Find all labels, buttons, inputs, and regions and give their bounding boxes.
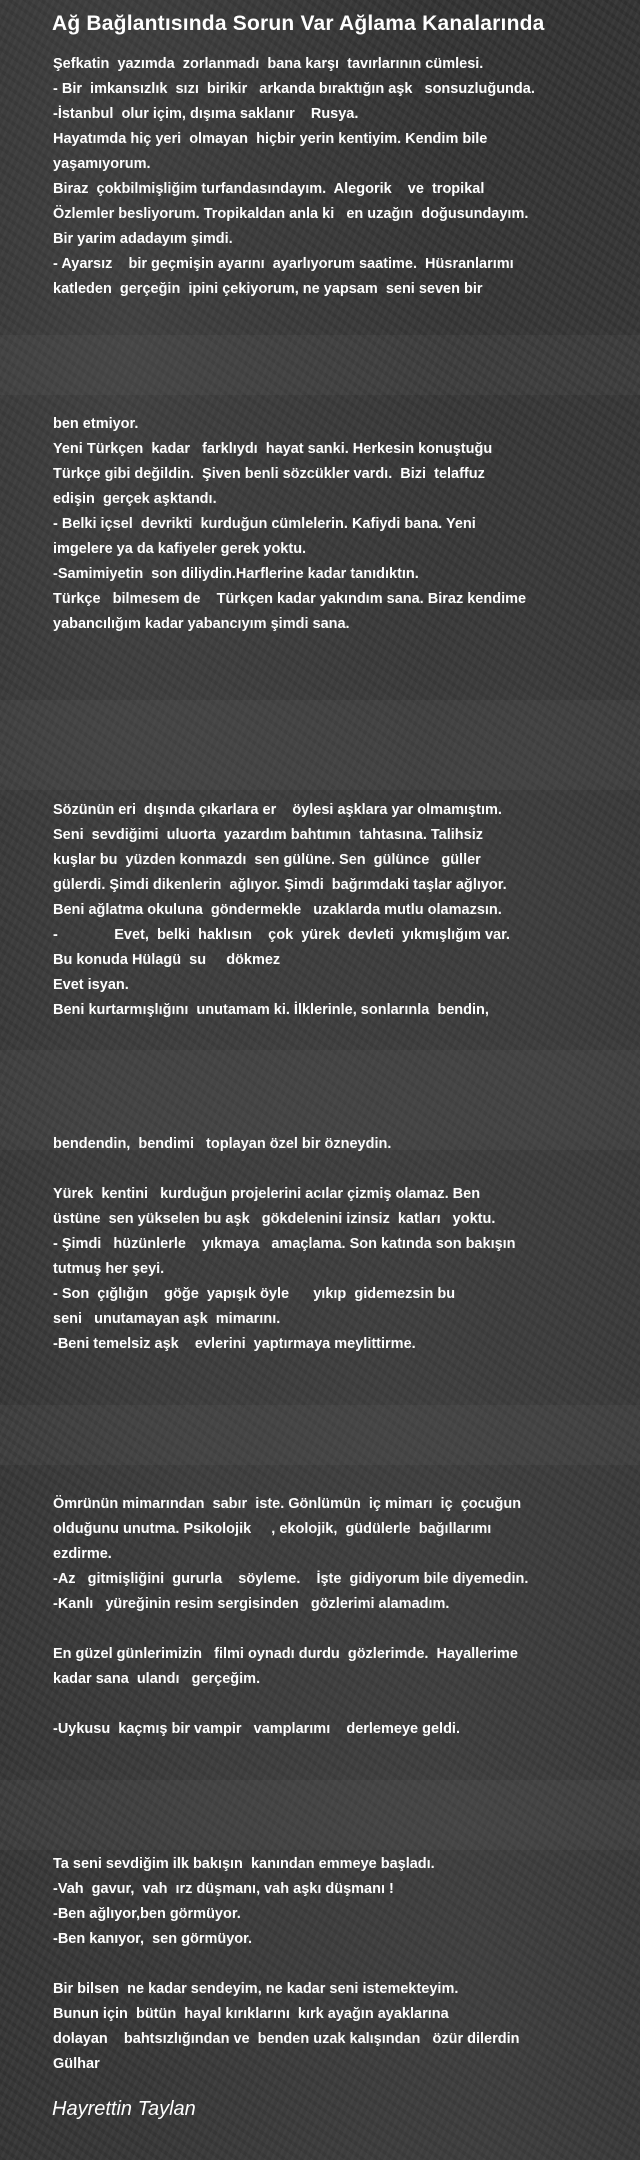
poem-line: edişin gerçek aşktandı. [53,491,217,507]
poem-line: -İstanbul olur içim, dışıma saklanır Rusya. [53,106,359,122]
poem-line: -Beni temelsiz aşk evlerini yaptırmaya meylittirme. [53,1336,416,1352]
poem-line: imgelere ya da kafiyeler gerek yoktu. [53,541,307,557]
poem-line: -Kanlı yüreğinin resim sergisinden gözlerimi alamadım. [53,1596,450,1612]
poem-line [53,1617,623,1642]
poem-line: yaşamıyorum. [53,156,151,172]
poem-line: kadar sana ulandı gerçeğim. [53,1671,261,1687]
poem-line: -Samimiyetin son diliydin.Harflerine kadar tanıdıktın. [53,566,419,582]
poem-line: Ta seni sevdiğim ilk bakışın kanından emmeye başladı. [53,1856,435,1872]
poem-line: -Vah gavur, vah ırz düşmanı, vah aşkı düşmanı ! [53,1881,394,1897]
poem-line: Yeni Türkçen kadar farklıydı hayat sanki. Herkesin konuştuğu [53,441,493,457]
poem-line: kuşlar bu yüzden konmazdı sen gülüne. Sen gülünce güller [53,852,481,868]
poem-line: -Az gitmişliğini gururla söyleme. İşte gidiyorum bile diyemedin. [53,1571,529,1587]
poem-stanza-4 [53,1132,623,1357]
section-gap [0,1780,640,1850]
poem-line: olduğunu unutma. Psikolojik , ekolojik, güdülerle bağıllarımı [53,1521,492,1537]
poem-line: ezdirme. [53,1546,112,1562]
poem-line [53,1952,623,1977]
poem-line: - Bir imkansızlık sızı birikir arkanda bıraktığın aşk sonsuzluğunda. [53,81,535,97]
author-signature: Hayrettin Taylan [52,2098,196,2120]
poem-line: Özlemler besliyorum. Tropikaldan anla ki en uzağın doğusundayım. [53,206,529,222]
poem-line: Şefkatin yazımda zorlanmadı bana karşı tavırlarının cümlesi. [53,56,484,72]
section-gap [0,335,640,395]
poem-line: - Ayarsız bir geçmişin ayarını ayarlıyorum saatime. Hüsranlarımı [53,256,514,272]
poem-line: Seni sevdiğimi uluorta yazardım bahtımın tahtasına. Talihsiz [53,827,483,843]
poem-line: - Evet, belki haklısın çok yürek devleti yıkmışlığım var. [53,927,510,943]
poem-stanza-5 [53,1492,623,1742]
poem-stanza-2 [53,412,623,637]
poem-line: tutmuş her şeyi. [53,1261,165,1277]
poem-line: Beni ağlatma okuluna göndermekle uzaklarda mutlu olamazsın. [53,902,502,918]
poem-line: Türkçe bilmesem de Türkçen kadar yakındım sana. Biraz kendime [53,591,527,607]
poem-line: Bir bilsen ne kadar sendeyim, ne kadar seni istemekteyim. [53,1981,459,1997]
poem-line: ben etmiyor. [53,416,139,432]
poem-line: bendendin, bendimi toplayan özel bir özneydin. [53,1136,392,1152]
poem-line [53,1157,623,1182]
poem-title: Ağ Bağlantısında Sorun Var Ağlama Kanalarında [52,12,545,35]
poem-line: Biraz çokbilmişliğim turfandasındayım. Alegorik ve tropikal [53,181,485,197]
poem-line: Beni kurtarmışlığını unutamam ki. İlklerinle, sonlarınla bendin, [53,1002,489,1018]
poem-line: - Belki içsel devrikti kurduğun cümlelerin. Kafiydi bana. Yeni [53,516,476,532]
poem-line: gülerdi. Şimdi dikenlerin ağlıyor. Şimdi bağrımdaki taşlar ağlıyor. [53,877,507,893]
section-gap [0,1405,640,1465]
poem-line: Yürek kentini kurduğun projelerini acılar çizmiş olamaz. Ben [53,1186,481,1202]
poem-line: Gülhar [53,2056,100,2072]
poem-line: Hayatımda hiç yeri olmayan hiçbir yerin kentiyim. Kendim bile [53,131,488,147]
poem-line: yabancılığım kadar yabancıyım şimdi sana. [53,616,350,632]
poem-line: En güzel günlerimizin filmi oynadı durdu gözlerimde. Hayallerime [53,1646,518,1662]
poem-line: Sözünün eri dışında çıkarlara er öylesi aşklara yar olmamıştım. [53,802,502,818]
poem-line: Bir yarim adadayım şimdi. [53,231,233,247]
poem-stanza-3 [53,798,623,1023]
poem-line: -Uykusu kaçmış bir vampir vamplarımı derlemeye geldi. [53,1721,460,1737]
poem-line: Türkçe gibi değildin. Şiven benli sözcükler vardı. Bizi telaffuz [53,466,485,482]
section-gap [0,700,640,790]
poem-line: seni unutamayan aşk mimarını. [53,1311,281,1327]
poem-stanza-6 [53,1852,623,2077]
poem-line: katleden gerçeğin ipini çekiyorum, ne yapsam seni seven bir [53,281,483,297]
poem-line: Ömrünün mimarından sabır iste. Gönlümün iç mimarı iç çocuğun [53,1496,522,1512]
poem-line: üstüne sen yükselen bu aşk gökdelenini izinsiz katları yoktu. [53,1211,496,1227]
poem-line: -Ben kanıyor, sen görmüyor. [53,1931,253,1947]
poem-line [53,1692,623,1717]
poem-line: Evet isyan. [53,977,129,993]
poem-line: Bunun için bütün hayal kırıklarını kırk ayağın ayaklarına [53,2006,449,2022]
poem-line: - Şimdi hüzünlerle yıkmaya amaçlama. Son katında son bakışın [53,1236,516,1252]
poem-line: - Son çığlığın göğe yapışık öyle yıkıp gidemezsin bu [53,1286,456,1302]
poem-line: dolayan bahtsızlığından ve benden uzak kalışından özür dilerdin [53,2031,520,2047]
poem-line: -Ben ağlıyor,ben görmüyor. [53,1906,241,1922]
poem-line: Bu konuda Hülagü su dökmez [53,952,281,968]
poem-stanza-1 [53,52,623,302]
